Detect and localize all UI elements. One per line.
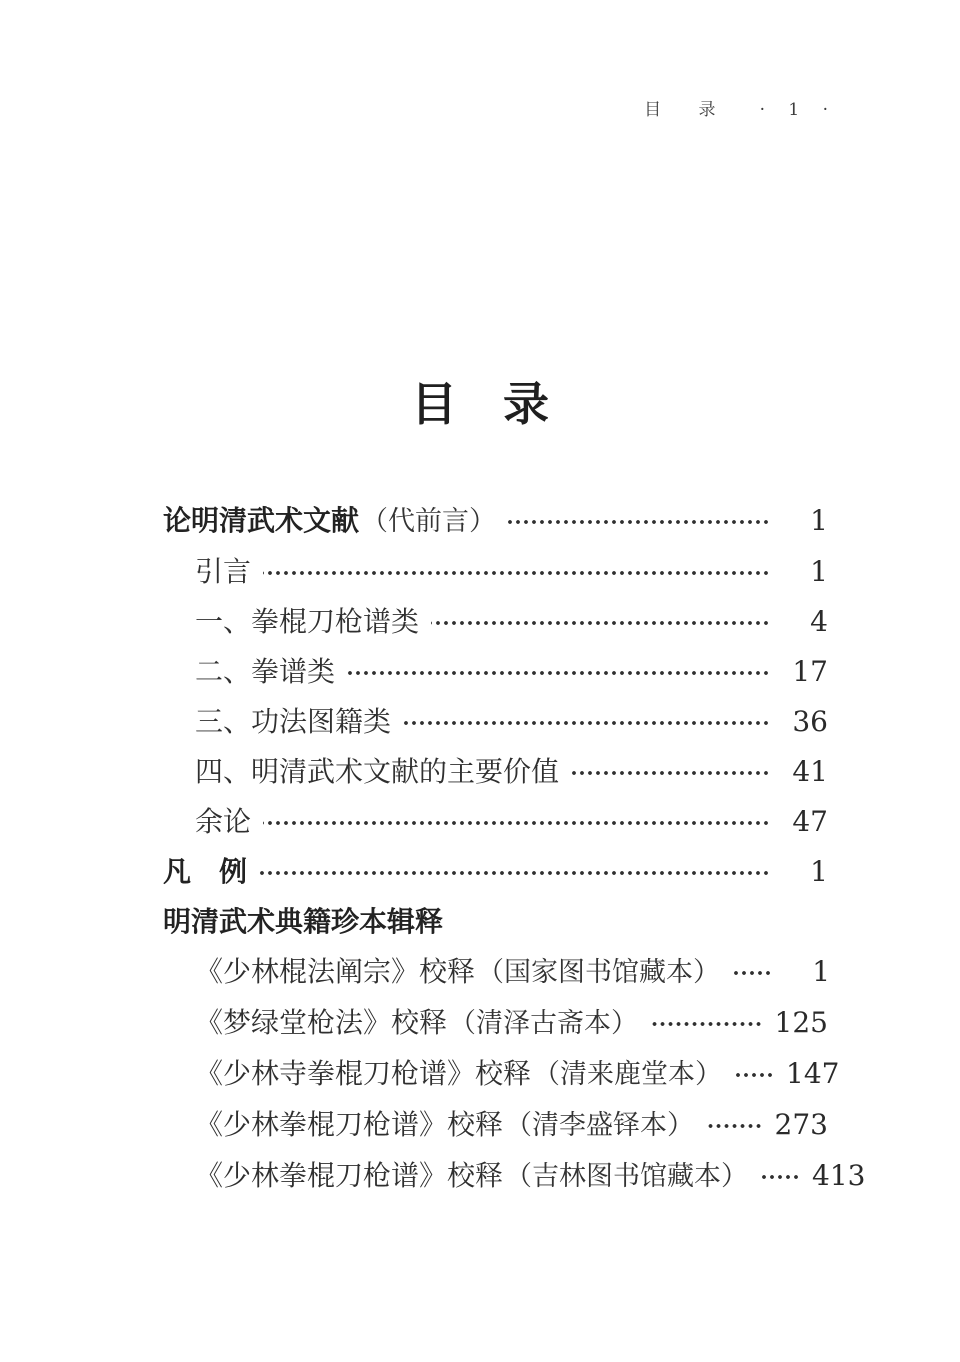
toc-entry-page-number: 4 [810, 605, 828, 638]
toc-entry-label: 《少林寺拳棍刀枪谱》校释 [195, 1057, 532, 1090]
dot-leader [732, 965, 772, 981]
toc-entry-label: 余论 [195, 805, 252, 838]
toc-entry-note: （清泽古斋本） [449, 1008, 639, 1039]
toc-entry-note: （清来鹿堂本） [533, 1059, 723, 1090]
toc-entry-note: （吉林图书馆藏本） [505, 1161, 749, 1192]
dot-leader [706, 1118, 763, 1134]
toc-entry-page-number: 125 [774, 1006, 828, 1039]
dot-leader [571, 765, 770, 781]
toc-entry [163, 1005, 828, 1042]
dot-leader [403, 715, 770, 731]
toc-entry [163, 554, 828, 590]
toc-entry-page-number: 17 [792, 655, 828, 688]
toc-entry [163, 754, 828, 790]
running-header-section-title: 目 录 [644, 100, 732, 120]
toc-entry [163, 854, 828, 890]
toc-entry [163, 954, 831, 991]
toc-entry-page-number: 147 [786, 1057, 840, 1090]
dot-leader [263, 565, 770, 581]
toc-entry-page-number: 36 [792, 705, 828, 738]
toc-entry-label: 二、拳谱类 [195, 655, 336, 688]
toc-entry-label: 三、功法图籍类 [195, 705, 392, 738]
toc-entry-label: 《少林棍法阐宗》校释 [195, 955, 476, 988]
toc-list [163, 503, 866, 1209]
toc-entry-label: 《少林拳棍刀枪谱》校释 [195, 1159, 504, 1192]
toc-entry [163, 1107, 828, 1144]
toc-entry [163, 904, 828, 940]
toc-entry-note: （代前言） [361, 506, 497, 537]
toc-entry-note: （国家图书馆藏本） [477, 957, 721, 988]
toc-entry [163, 704, 828, 740]
toc-entry-label: 四、明清武术文献的主要价值 [195, 755, 560, 788]
toc-entry-label: 凡 例 [163, 855, 248, 888]
toc-entry [163, 804, 828, 840]
dot-leader [650, 1016, 763, 1032]
toc-entry [163, 1056, 840, 1093]
toc-entry [163, 1158, 866, 1195]
dot-leader [259, 865, 770, 881]
dot-leader [347, 665, 770, 681]
toc-entry-label: 《少林拳棍刀枪谱》校释 [195, 1108, 504, 1141]
toc-entry-page-number: 1 [810, 555, 828, 588]
toc-entry-page-number: 1 [810, 855, 828, 888]
dot-leader [508, 514, 770, 530]
toc-entry-page-number: 413 [812, 1159, 866, 1192]
toc-entry [163, 654, 828, 690]
toc-entry-page-number: 1 [812, 955, 831, 988]
running-header-page-number: · 1 · [759, 100, 832, 120]
dot-leader [431, 615, 770, 631]
toc-entry [163, 503, 828, 540]
toc-entry-label: 明清武术典籍珍本辑释 [163, 905, 444, 938]
toc-entry-label: 《梦绿堂枪法》校释 [195, 1006, 448, 1039]
toc-entry-page-number: 41 [792, 755, 828, 788]
toc-entry-page-number: 1 [810, 504, 828, 537]
toc-entry-page-number: 47 [792, 805, 828, 838]
toc-entry-page-number: 273 [774, 1108, 828, 1141]
dot-leader [263, 815, 770, 831]
dot-leader [760, 1169, 800, 1185]
toc-entry-label: 引言 [195, 555, 252, 588]
toc-entry-note: （清李盛铎本） [505, 1110, 695, 1141]
toc-entry [163, 604, 828, 640]
dot-leader [734, 1067, 774, 1083]
running-header [644, 95, 832, 120]
toc-entry-label: 论明清武术文献 [163, 504, 360, 537]
page-title: 目 录 [411, 377, 549, 431]
toc-entry-label: 一、拳棍刀枪谱类 [195, 605, 420, 638]
